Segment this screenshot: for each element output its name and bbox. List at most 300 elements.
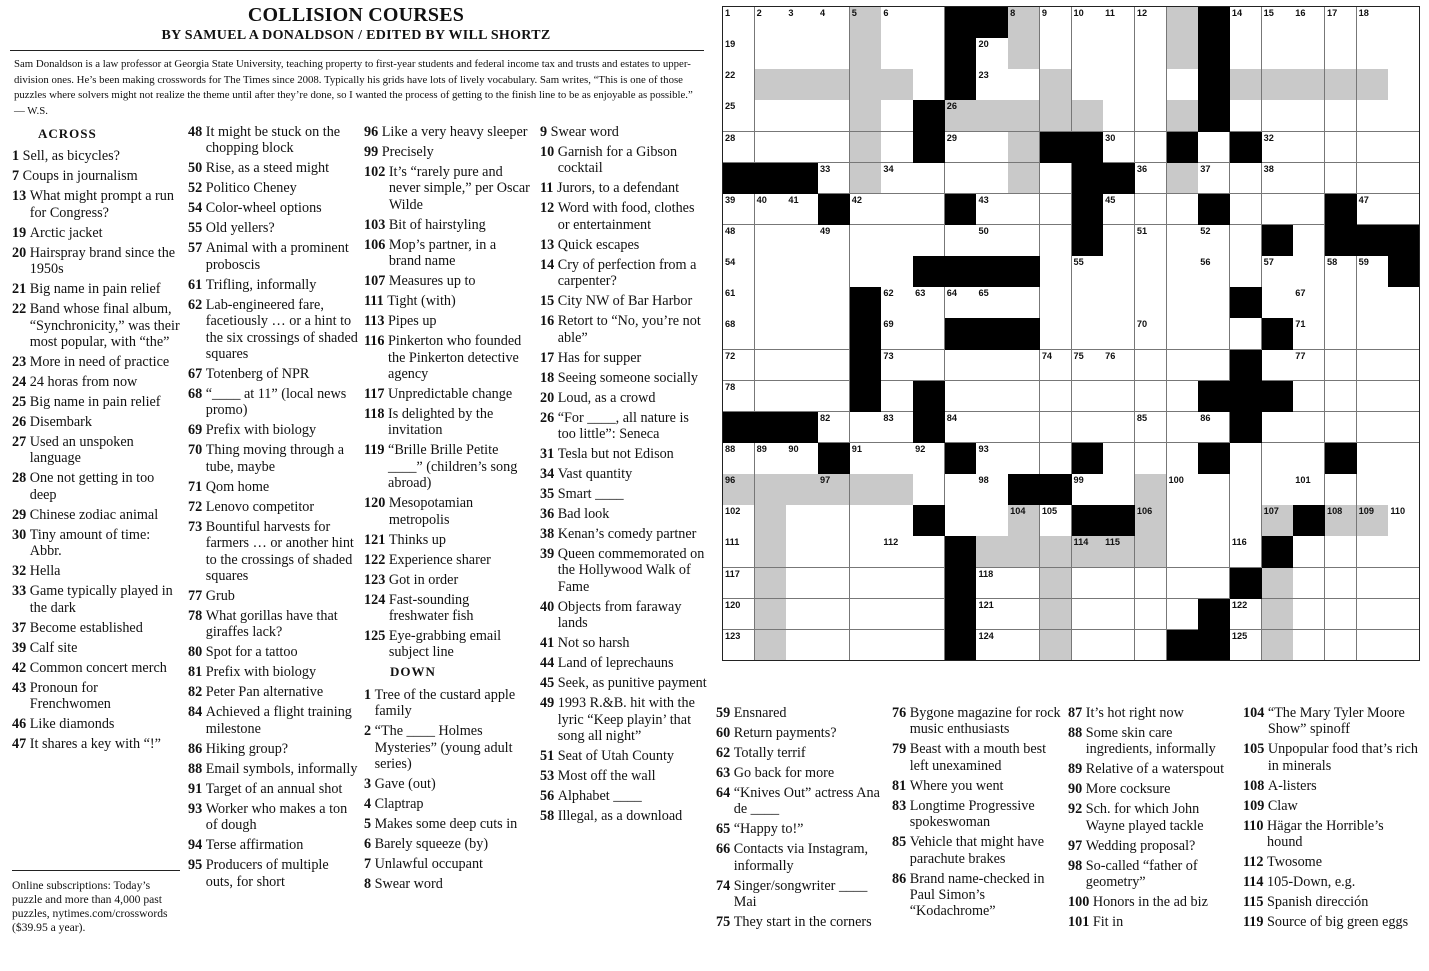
shaded-grid-cell[interactable] — [755, 474, 787, 506]
grid-cell[interactable] — [1388, 505, 1420, 537]
grid-cell[interactable] — [850, 443, 882, 475]
grid-cell[interactable] — [1325, 630, 1357, 662]
grid-cell[interactable] — [818, 256, 850, 288]
grid-cell[interactable] — [1198, 536, 1230, 568]
grid-cell[interactable] — [1167, 287, 1199, 319]
grid-cell[interactable] — [1135, 163, 1167, 195]
grid-cell[interactable] — [1293, 568, 1325, 600]
grid-cell[interactable] — [723, 568, 755, 600]
grid-cell[interactable] — [1167, 381, 1199, 413]
grid-cell[interactable] — [1135, 225, 1167, 257]
grid-cell[interactable] — [1293, 38, 1325, 70]
grid-cell[interactable] — [1103, 412, 1135, 444]
shaded-grid-cell[interactable] — [1262, 568, 1294, 600]
grid-cell[interactable] — [1040, 225, 1072, 257]
grid-cell[interactable] — [1293, 443, 1325, 475]
shaded-grid-cell[interactable] — [1167, 100, 1199, 132]
grid-cell[interactable] — [1293, 225, 1325, 257]
grid-cell[interactable] — [881, 38, 913, 70]
grid-cell[interactable] — [976, 38, 1008, 70]
shaded-grid-cell[interactable] — [1167, 38, 1199, 70]
grid-cell[interactable] — [945, 132, 977, 164]
grid-cell[interactable] — [976, 412, 1008, 444]
grid-cell[interactable] — [1167, 225, 1199, 257]
grid-cell[interactable] — [1135, 256, 1167, 288]
grid-cell[interactable] — [818, 7, 850, 39]
grid-cell[interactable] — [723, 630, 755, 662]
grid-cell[interactable] — [1388, 474, 1420, 506]
shaded-grid-cell[interactable] — [1040, 69, 1072, 101]
grid-cell[interactable] — [755, 256, 787, 288]
grid-cell[interactable] — [1293, 630, 1325, 662]
grid-cell[interactable] — [1198, 287, 1230, 319]
grid-cell[interactable] — [755, 318, 787, 350]
shaded-grid-cell[interactable] — [818, 69, 850, 101]
grid-cell[interactable] — [1040, 443, 1072, 475]
grid-cell[interactable] — [1325, 100, 1357, 132]
grid-cell[interactable] — [1325, 38, 1357, 70]
shaded-grid-cell[interactable] — [1008, 505, 1040, 537]
grid-cell[interactable] — [1230, 474, 1262, 506]
grid-cell[interactable] — [945, 225, 977, 257]
grid-cell[interactable] — [1293, 7, 1325, 39]
grid-cell[interactable] — [1357, 256, 1389, 288]
grid-cell[interactable] — [881, 568, 913, 600]
grid-cell[interactable] — [1357, 568, 1389, 600]
grid-cell[interactable] — [1388, 599, 1420, 631]
grid-cell[interactable] — [1103, 350, 1135, 382]
shaded-grid-cell[interactable] — [881, 69, 913, 101]
shaded-grid-cell[interactable] — [850, 38, 882, 70]
shaded-grid-cell[interactable] — [1293, 69, 1325, 101]
grid-cell[interactable] — [1103, 256, 1135, 288]
grid-cell[interactable] — [1293, 474, 1325, 506]
shaded-grid-cell[interactable] — [1325, 69, 1357, 101]
shaded-grid-cell[interactable] — [1167, 7, 1199, 39]
grid-cell[interactable] — [818, 225, 850, 257]
grid-cell[interactable] — [1198, 412, 1230, 444]
shaded-grid-cell[interactable] — [755, 568, 787, 600]
grid-cell[interactable] — [786, 194, 818, 226]
grid-cell[interactable] — [818, 630, 850, 662]
grid-cell[interactable] — [976, 225, 1008, 257]
grid-cell[interactable] — [1230, 38, 1262, 70]
grid-cell[interactable] — [1167, 474, 1199, 506]
grid-cell[interactable] — [1103, 568, 1135, 600]
grid-cell[interactable] — [1388, 194, 1420, 226]
grid-cell[interactable] — [976, 132, 1008, 164]
grid-cell[interactable] — [1072, 256, 1104, 288]
grid-cell[interactable] — [1388, 38, 1420, 70]
grid-cell[interactable] — [1198, 568, 1230, 600]
grid-cell[interactable] — [786, 38, 818, 70]
grid-cell[interactable] — [818, 412, 850, 444]
grid-cell[interactable] — [1008, 599, 1040, 631]
grid-cell[interactable] — [1293, 412, 1325, 444]
grid-cell[interactable] — [786, 505, 818, 537]
grid-cell[interactable] — [1262, 163, 1294, 195]
shaded-grid-cell[interactable] — [1262, 505, 1294, 537]
grid-cell[interactable] — [818, 350, 850, 382]
grid-cell[interactable] — [1008, 630, 1040, 662]
grid-cell[interactable] — [755, 350, 787, 382]
grid-cell[interactable] — [1262, 287, 1294, 319]
grid-cell[interactable] — [1167, 194, 1199, 226]
grid-cell[interactable] — [1198, 256, 1230, 288]
shaded-grid-cell[interactable] — [1135, 474, 1167, 506]
grid-cell[interactable] — [1135, 412, 1167, 444]
grid-cell[interactable] — [818, 568, 850, 600]
grid-cell[interactable] — [1198, 132, 1230, 164]
grid-cell[interactable] — [1072, 630, 1104, 662]
shaded-grid-cell[interactable] — [1040, 536, 1072, 568]
grid-cell[interactable] — [786, 318, 818, 350]
grid-cell[interactable] — [881, 599, 913, 631]
shaded-grid-cell[interactable] — [1325, 505, 1357, 537]
grid-cell[interactable] — [1388, 69, 1420, 101]
grid-cell[interactable] — [1103, 630, 1135, 662]
grid-cell[interactable] — [881, 194, 913, 226]
grid-cell[interactable] — [945, 412, 977, 444]
shaded-grid-cell[interactable] — [1072, 536, 1104, 568]
grid-cell[interactable] — [881, 287, 913, 319]
grid-cell[interactable] — [1325, 536, 1357, 568]
grid-cell[interactable] — [723, 443, 755, 475]
shaded-grid-cell[interactable] — [976, 100, 1008, 132]
grid-cell[interactable] — [913, 443, 945, 475]
shaded-grid-cell[interactable] — [850, 7, 882, 39]
shaded-grid-cell[interactable] — [818, 474, 850, 506]
grid-cell[interactable] — [1230, 163, 1262, 195]
grid-cell[interactable] — [1103, 474, 1135, 506]
grid-cell[interactable] — [976, 69, 1008, 101]
grid-cell[interactable] — [1325, 381, 1357, 413]
grid-cell[interactable] — [818, 599, 850, 631]
grid-cell[interactable] — [881, 7, 913, 39]
grid-cell[interactable] — [755, 38, 787, 70]
grid-cell[interactable] — [976, 599, 1008, 631]
grid-cell[interactable] — [1103, 443, 1135, 475]
shaded-grid-cell[interactable] — [1135, 505, 1167, 537]
grid-cell[interactable] — [1230, 536, 1262, 568]
grid-cell[interactable] — [1072, 7, 1104, 39]
grid-cell[interactable] — [1040, 38, 1072, 70]
grid-cell[interactable] — [1230, 599, 1262, 631]
grid-cell[interactable] — [1135, 132, 1167, 164]
grid-cell[interactable] — [850, 505, 882, 537]
shaded-grid-cell[interactable] — [1135, 536, 1167, 568]
grid-cell[interactable] — [1230, 256, 1262, 288]
grid-cell[interactable] — [723, 536, 755, 568]
grid-cell[interactable] — [818, 536, 850, 568]
grid-cell[interactable] — [1167, 69, 1199, 101]
grid-cell[interactable] — [881, 536, 913, 568]
grid-cell[interactable] — [1357, 100, 1389, 132]
grid-cell[interactable] — [786, 443, 818, 475]
shaded-grid-cell[interactable] — [1167, 163, 1199, 195]
grid-cell[interactable] — [1008, 225, 1040, 257]
shaded-grid-cell[interactable] — [755, 69, 787, 101]
grid-cell[interactable] — [945, 381, 977, 413]
grid-cell[interactable] — [1262, 412, 1294, 444]
grid-cell[interactable] — [1357, 412, 1389, 444]
grid-cell[interactable] — [1388, 7, 1420, 39]
grid-cell[interactable] — [1103, 381, 1135, 413]
grid-cell[interactable] — [723, 69, 755, 101]
grid-cell[interactable] — [1008, 443, 1040, 475]
grid-cell[interactable] — [1230, 505, 1262, 537]
grid-cell[interactable] — [723, 38, 755, 70]
grid-cell[interactable] — [976, 505, 1008, 537]
grid-cell[interactable] — [723, 287, 755, 319]
grid-cell[interactable] — [1040, 256, 1072, 288]
grid-cell[interactable] — [786, 630, 818, 662]
grid-cell[interactable] — [1388, 350, 1420, 382]
grid-cell[interactable] — [881, 412, 913, 444]
shaded-grid-cell[interactable] — [1230, 69, 1262, 101]
grid-cell[interactable] — [1293, 599, 1325, 631]
grid-cell[interactable] — [1230, 443, 1262, 475]
grid-cell[interactable] — [1103, 69, 1135, 101]
shaded-grid-cell[interactable] — [786, 474, 818, 506]
shaded-grid-cell[interactable] — [850, 132, 882, 164]
grid-cell[interactable] — [913, 350, 945, 382]
shaded-grid-cell[interactable] — [1262, 69, 1294, 101]
grid-cell[interactable] — [1167, 536, 1199, 568]
grid-cell[interactable] — [1198, 350, 1230, 382]
grid-cell[interactable] — [1103, 225, 1135, 257]
grid-cell[interactable] — [1135, 630, 1167, 662]
grid-cell[interactable] — [1325, 287, 1357, 319]
grid-cell[interactable] — [1388, 163, 1420, 195]
grid-cell[interactable] — [1040, 318, 1072, 350]
grid-cell[interactable] — [723, 194, 755, 226]
grid-cell[interactable] — [1040, 7, 1072, 39]
grid-cell[interactable] — [786, 7, 818, 39]
grid-cell[interactable] — [945, 505, 977, 537]
grid-cell[interactable] — [1008, 412, 1040, 444]
grid-cell[interactable] — [1040, 505, 1072, 537]
grid-cell[interactable] — [1388, 318, 1420, 350]
shaded-grid-cell[interactable] — [881, 474, 913, 506]
grid-cell[interactable] — [786, 287, 818, 319]
grid-cell[interactable] — [1198, 163, 1230, 195]
grid-cell[interactable] — [1357, 536, 1389, 568]
grid-cell[interactable] — [1008, 69, 1040, 101]
grid-cell[interactable] — [1135, 599, 1167, 631]
shaded-grid-cell[interactable] — [1008, 38, 1040, 70]
grid-cell[interactable] — [1230, 318, 1262, 350]
shaded-grid-cell[interactable] — [1040, 100, 1072, 132]
grid-cell[interactable] — [723, 350, 755, 382]
grid-cell[interactable] — [1072, 412, 1104, 444]
grid-cell[interactable] — [1230, 100, 1262, 132]
grid-cell[interactable] — [1135, 443, 1167, 475]
shaded-grid-cell[interactable] — [1040, 568, 1072, 600]
grid-cell[interactable] — [818, 132, 850, 164]
grid-cell[interactable] — [1325, 474, 1357, 506]
grid-cell[interactable] — [1167, 412, 1199, 444]
grid-cell[interactable] — [850, 412, 882, 444]
grid-cell[interactable] — [1198, 505, 1230, 537]
grid-cell[interactable] — [913, 225, 945, 257]
shaded-grid-cell[interactable] — [1040, 599, 1072, 631]
grid-cell[interactable] — [723, 256, 755, 288]
grid-cell[interactable] — [1293, 100, 1325, 132]
grid-cell[interactable] — [1167, 599, 1199, 631]
grid-cell[interactable] — [1072, 38, 1104, 70]
grid-cell[interactable] — [1262, 194, 1294, 226]
grid-cell[interactable] — [1388, 412, 1420, 444]
grid-cell[interactable] — [1388, 100, 1420, 132]
grid-cell[interactable] — [1008, 350, 1040, 382]
grid-cell[interactable] — [786, 256, 818, 288]
grid-cell[interactable] — [818, 287, 850, 319]
grid-cell[interactable] — [913, 318, 945, 350]
shaded-grid-cell[interactable] — [1357, 505, 1389, 537]
grid-cell[interactable] — [1008, 568, 1040, 600]
grid-cell[interactable] — [1388, 381, 1420, 413]
grid-cell[interactable] — [913, 38, 945, 70]
grid-cell[interactable] — [1262, 474, 1294, 506]
grid-cell[interactable] — [881, 225, 913, 257]
grid-cell[interactable] — [1167, 350, 1199, 382]
grid-cell[interactable] — [976, 474, 1008, 506]
grid-cell[interactable] — [1040, 163, 1072, 195]
grid-cell[interactable] — [755, 225, 787, 257]
shaded-grid-cell[interactable] — [850, 100, 882, 132]
grid-cell[interactable] — [850, 225, 882, 257]
grid-cell[interactable] — [1388, 287, 1420, 319]
grid-cell[interactable] — [1357, 599, 1389, 631]
grid-cell[interactable] — [976, 381, 1008, 413]
grid-cell[interactable] — [755, 194, 787, 226]
grid-cell[interactable] — [1040, 381, 1072, 413]
grid-cell[interactable] — [850, 630, 882, 662]
grid-cell[interactable] — [1135, 7, 1167, 39]
grid-cell[interactable] — [1103, 132, 1135, 164]
grid-cell[interactable] — [1293, 287, 1325, 319]
grid-cell[interactable] — [1357, 443, 1389, 475]
grid-cell[interactable] — [1325, 7, 1357, 39]
grid-cell[interactable] — [1103, 599, 1135, 631]
grid-cell[interactable] — [1388, 568, 1420, 600]
shaded-grid-cell[interactable] — [1262, 599, 1294, 631]
grid-cell[interactable] — [723, 225, 755, 257]
grid-cell[interactable] — [1072, 568, 1104, 600]
grid-cell[interactable] — [1293, 256, 1325, 288]
grid-cell[interactable] — [881, 132, 913, 164]
grid-cell[interactable] — [881, 505, 913, 537]
grid-cell[interactable] — [881, 318, 913, 350]
grid-cell[interactable] — [1072, 381, 1104, 413]
grid-cell[interactable] — [850, 568, 882, 600]
grid-cell[interactable] — [1040, 194, 1072, 226]
grid-cell[interactable] — [1072, 474, 1104, 506]
shaded-grid-cell[interactable] — [1072, 100, 1104, 132]
grid-cell[interactable] — [850, 256, 882, 288]
grid-cell[interactable] — [1198, 225, 1230, 257]
grid-cell[interactable] — [818, 163, 850, 195]
grid-cell[interactable] — [723, 100, 755, 132]
shaded-grid-cell[interactable] — [850, 474, 882, 506]
grid-cell[interactable] — [1167, 256, 1199, 288]
grid-cell[interactable] — [786, 350, 818, 382]
grid-cell[interactable] — [976, 350, 1008, 382]
grid-cell[interactable] — [913, 7, 945, 39]
grid-cell[interactable] — [1357, 630, 1389, 662]
grid-cell[interactable] — [723, 132, 755, 164]
grid-cell[interactable] — [1357, 287, 1389, 319]
grid-cell[interactable] — [723, 7, 755, 39]
grid-cell[interactable] — [1135, 100, 1167, 132]
grid-cell[interactable] — [1198, 474, 1230, 506]
shaded-grid-cell[interactable] — [1262, 630, 1294, 662]
grid-cell[interactable] — [1325, 412, 1357, 444]
grid-cell[interactable] — [1167, 568, 1199, 600]
grid-cell[interactable] — [1388, 630, 1420, 662]
grid-cell[interactable] — [1135, 568, 1167, 600]
grid-cell[interactable] — [1388, 443, 1420, 475]
grid-cell[interactable] — [755, 7, 787, 39]
grid-cell[interactable] — [1357, 350, 1389, 382]
grid-cell[interactable] — [976, 287, 1008, 319]
grid-cell[interactable] — [1293, 318, 1325, 350]
grid-cell[interactable] — [1262, 38, 1294, 70]
grid-cell[interactable] — [850, 194, 882, 226]
grid-cell[interactable] — [1357, 474, 1389, 506]
grid-cell[interactable] — [1325, 599, 1357, 631]
grid-cell[interactable] — [1167, 443, 1199, 475]
grid-cell[interactable] — [1135, 38, 1167, 70]
grid-cell[interactable] — [913, 69, 945, 101]
grid-cell[interactable] — [1357, 132, 1389, 164]
grid-cell[interactable] — [881, 163, 913, 195]
shaded-grid-cell[interactable] — [976, 536, 1008, 568]
grid-cell[interactable] — [723, 599, 755, 631]
grid-cell[interactable] — [1262, 132, 1294, 164]
grid-cell[interactable] — [755, 443, 787, 475]
grid-cell[interactable] — [913, 599, 945, 631]
grid-cell[interactable] — [913, 630, 945, 662]
grid-cell[interactable] — [850, 536, 882, 568]
shaded-grid-cell[interactable] — [1008, 536, 1040, 568]
grid-cell[interactable] — [1293, 350, 1325, 382]
grid-cell[interactable] — [1357, 163, 1389, 195]
grid-cell[interactable] — [818, 318, 850, 350]
grid-cell[interactable] — [881, 256, 913, 288]
grid-cell[interactable] — [1072, 350, 1104, 382]
grid-cell[interactable] — [1293, 163, 1325, 195]
shaded-grid-cell[interactable] — [1040, 630, 1072, 662]
grid-cell[interactable] — [1325, 132, 1357, 164]
shaded-grid-cell[interactable] — [1008, 132, 1040, 164]
grid-cell[interactable] — [818, 381, 850, 413]
grid-cell[interactable] — [1135, 69, 1167, 101]
grid-cell[interactable] — [1072, 599, 1104, 631]
grid-cell[interactable] — [1293, 132, 1325, 164]
grid-cell[interactable] — [1135, 381, 1167, 413]
grid-cell[interactable] — [1262, 7, 1294, 39]
grid-cell[interactable] — [818, 38, 850, 70]
grid-cell[interactable] — [1167, 318, 1199, 350]
grid-cell[interactable] — [1293, 536, 1325, 568]
grid-cell[interactable] — [945, 350, 977, 382]
grid-cell[interactable] — [818, 505, 850, 537]
grid-cell[interactable] — [976, 194, 1008, 226]
grid-cell[interactable] — [1388, 536, 1420, 568]
grid-cell[interactable] — [1103, 38, 1135, 70]
